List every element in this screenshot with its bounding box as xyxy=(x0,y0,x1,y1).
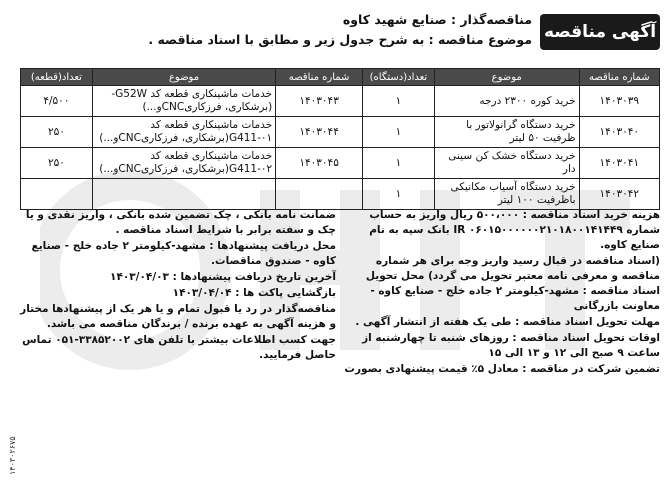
proposal-receipt-place: محل دریافت پیشنهادها : مشهد-کیلومتر ۲ جاده خلج - صنایع کاوه - صندوق مناقصات. xyxy=(31,240,336,267)
tender-number: ۱۴۰۳۰۴۳ xyxy=(276,86,363,117)
contact-phone: جهت کسب اطلاعات بیشتر با تلفن های ۳۳۸۵۲۰۰۲-۰۵۱ تماس حاصل فرمایید. xyxy=(22,334,336,361)
part-count: ۲۵۰ xyxy=(21,148,93,179)
tender-number: ۱۴۰۳۰۴۵ xyxy=(276,148,363,179)
guarantee-types: ضمانت نامه بانکی ، چک تضمین شده بانکی ، واریز نقدی و یا چک و سفته برابر با شرایط اسناد مناقصه . xyxy=(25,209,336,236)
table-row xyxy=(21,86,660,117)
tender-subject: خدمات ماشینکاری قطعه کد G411-۰۲(برشکاری، فرزکاریCNCو...) xyxy=(92,148,275,179)
terms-right-column xyxy=(342,208,660,378)
tender-subject: خدمات ماشینکاری قطعه کد G411-۰۱(برشکاری، فرزکاریCNCو...) xyxy=(92,117,275,148)
tender-subject xyxy=(92,179,275,210)
document-delivery-deadline: مهلت تحویل اسناد مناقصه : طی یک هفته از انتشار آگهی . xyxy=(355,316,660,328)
participation-guarantee: تضمین شرکت در مناقصه : معادل ۵٪ قیمت پیشنهادی بصورت xyxy=(344,363,660,375)
table-header-row xyxy=(21,69,660,86)
tender-number: ۱۴۰۳۰۴۱ xyxy=(579,148,659,179)
terms-left-column xyxy=(20,208,336,364)
part-count xyxy=(21,179,93,210)
part-count: ۴/۵۰۰ xyxy=(21,86,93,117)
device-count: ۱ xyxy=(363,148,435,179)
header-subject: موضوع xyxy=(434,69,579,86)
tender-subject: خدمات ماشینکاری قطعه کد G52W-(برشکاری، فرزکاریCNCو...) xyxy=(92,86,275,117)
document-delivery-hours: اوقات تحویل اسناد مناقصه : روزهای شنبه تا چهارشنبه از ساعت ۹ صبح الی ۱۲ و ۱۳ الی ۱۵ xyxy=(362,332,660,359)
notice-header xyxy=(20,10,532,50)
device-count: ۱ xyxy=(363,117,435,148)
header-device-count: تعداد(دستگاه) xyxy=(363,69,435,86)
envelope-opening-date: بازگشایی پاکت ها : ۱۴۰۳/۰۴/۰۴ xyxy=(172,287,336,299)
header-tender-number-2: شماره مناقصه xyxy=(276,69,363,86)
header-subject-2: موضوع xyxy=(92,69,275,86)
table-row xyxy=(21,148,660,179)
tender-subject: خرید کوره ۲۳۰۰ درجه xyxy=(434,86,579,117)
tender-number xyxy=(276,179,363,210)
header-part-count: تعداد(قطعه) xyxy=(21,69,93,86)
tender-number: ۱۴۰۳۰۳۹ xyxy=(579,86,659,117)
tender-table xyxy=(20,68,660,210)
tender-subject: خرید دستگاه گرانولاتور با ظرفیت ۵۰ لیتر xyxy=(434,117,579,148)
table-row xyxy=(21,179,660,210)
document-delivery-place: (اسناد مناقصه در قبال رسید واریز وجه برای هر شماره مناقصه و معرفی نامه معتبر تحویل می گردد) محل تحویل اسناد مناقصه : مشهد-کیلومتر ۲ جاده خلج - صنایع کاوه - معاونت بازرگانی xyxy=(365,255,660,312)
tender-subject: خرید دستگاه خشک کن سینی دار xyxy=(434,148,579,179)
proposal-deadline: آخرین تاریخ دریافت پیشنهادها : ۱۴۰۳/۰۴/۰۳ xyxy=(110,271,336,283)
device-count: ۱ xyxy=(363,179,435,210)
part-count: ۲۵۰ xyxy=(21,117,93,148)
notice-title: آگهی مناقصه xyxy=(540,14,660,50)
tender-number: ۱۴۰۳۰۴۰ xyxy=(579,117,659,148)
table-row xyxy=(21,117,660,148)
organizer-line: مناقصه‌گذار : صنایع شهید کاوه xyxy=(342,12,532,27)
organizer-rights: مناقصه‌گذار در رد یا قبول تمام و یا هر یک از پیشنهادها مختار و هزینه آگهی به عهده برنده / برندگان مناقصه می باشد. xyxy=(20,303,336,330)
header-tender-number: شماره مناقصه xyxy=(579,69,659,86)
tender-subject: خرید دستگاه آسیاب مکانیکی باظرفیت ۱۰۰ لیتر xyxy=(434,179,579,210)
tender-number: ۱۴۰۳۰۴۴ xyxy=(276,117,363,148)
document-fee: هزینه خرید اسناد مناقصه : ۵۰۰،۰۰۰ ریال واریز به حساب شماره IR ۰۶۰۱۵۰۰۰۰۰۰۲۱۰۱۸۰۰۱۴۱۴۴۹ بانک سپه به نام صنایع کاوه. xyxy=(369,209,660,251)
side-code: ۱۴۰۳۰۲۶۷۵ xyxy=(8,436,17,475)
device-count: ۱ xyxy=(363,86,435,117)
subject-line: موضوع مناقصه : به شرح جدول زیر و مطابق با اسناد مناقصه . xyxy=(148,32,532,47)
tender-number: ۱۴۰۳۰۴۲ xyxy=(579,179,659,210)
